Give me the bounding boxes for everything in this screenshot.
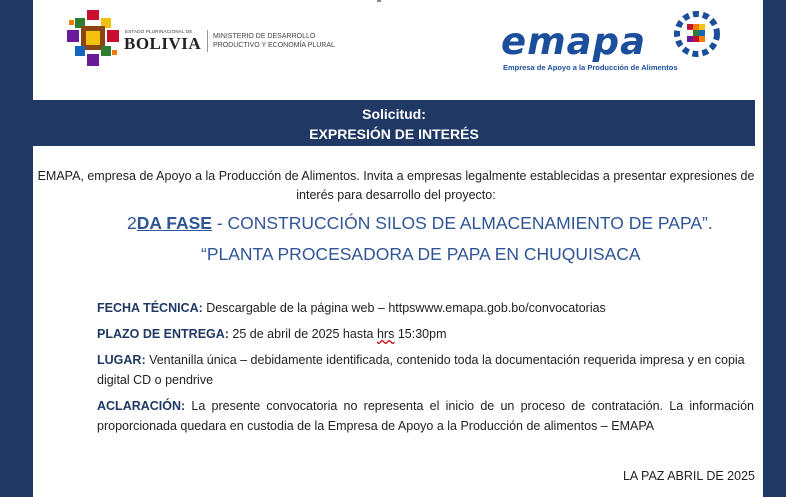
document-page <box>33 0 763 497</box>
bolivia-wordmark: BOLIVIA <box>124 34 202 53</box>
emapa-wordmark: emapa <box>501 20 647 63</box>
page-marker <box>377 0 381 2</box>
aclaracion-value: La presente convocatoria no representa el inicio de un proceso de contratación. La información proporcionada quedara en custodia de la Empresa de Apoyo a la Producción de alimentos – EMAPA <box>97 399 754 433</box>
bolivia-state-label: ESTADO PLURINACIONAL DE <box>125 29 193 34</box>
bolivia-shield-logo <box>67 10 119 66</box>
banner-title: EXPRESIÓN DE INTERÉS <box>309 126 479 142</box>
banner-line-1: Solicitud: <box>362 106 426 122</box>
ficha-key: FECHA TÉCNICA: <box>97 301 203 315</box>
ministry-line-1: MINISTERIO DE DESARROLLO <box>213 33 316 40</box>
emapa-tagline: Empresa de Apoyo a la Producción de Alimentos <box>503 63 678 72</box>
logo-divider <box>207 30 208 52</box>
request-banner <box>33 100 755 146</box>
lugar-item <box>97 350 754 390</box>
place-date: LA PAZ ABRIL DE 2025 <box>622 469 755 483</box>
ficha-tecnica-item <box>97 298 754 318</box>
phase-number: 2 <box>127 213 137 233</box>
aclaracion-key: ACLARACIÓN: <box>97 399 186 413</box>
project-line-2: “PLANTA PROCESADORA DE PAPA EN CHUQUISACA <box>201 244 641 264</box>
intro-paragraph: EMAPA, empresa de Apoyo a la Producción de Alimentos. Invita a empresas legalmente establecidas a presentar expresiones de interés para desarrollo del proyecto: <box>37 169 755 202</box>
plazo-value-b: 15:30pm <box>394 327 447 341</box>
plazo-value-a: 25 de abril de 2025 hasta <box>228 327 377 341</box>
lugar-value: Ventanilla única – debidamente identificada, contenido toda la documentación requerida impresa y en copia digital CD o pendrive <box>97 353 745 387</box>
ficha-value: Descargable de la página web – httpswww.emapa.gob.bo/convocatorias <box>202 301 606 315</box>
project-line-1 <box>127 213 713 234</box>
ministry-line-2: PRODUCTIVO Y ECONOMÍA PLURAL <box>213 41 335 49</box>
plazo-item <box>97 324 754 344</box>
aclaracion-item <box>97 396 754 436</box>
plazo-key: PLAZO DE ENTREGA: <box>97 327 229 341</box>
plazo-hrs: hrs <box>376 327 395 341</box>
ministry-name <box>213 33 335 50</box>
project-title-1: - CONSTRUCCIÓN SILOS DE ALMACENAMIENTO DE PAPA”. <box>211 213 713 233</box>
lugar-key: LUGAR: <box>97 353 146 367</box>
phase-label: DA FASE <box>136 213 212 233</box>
